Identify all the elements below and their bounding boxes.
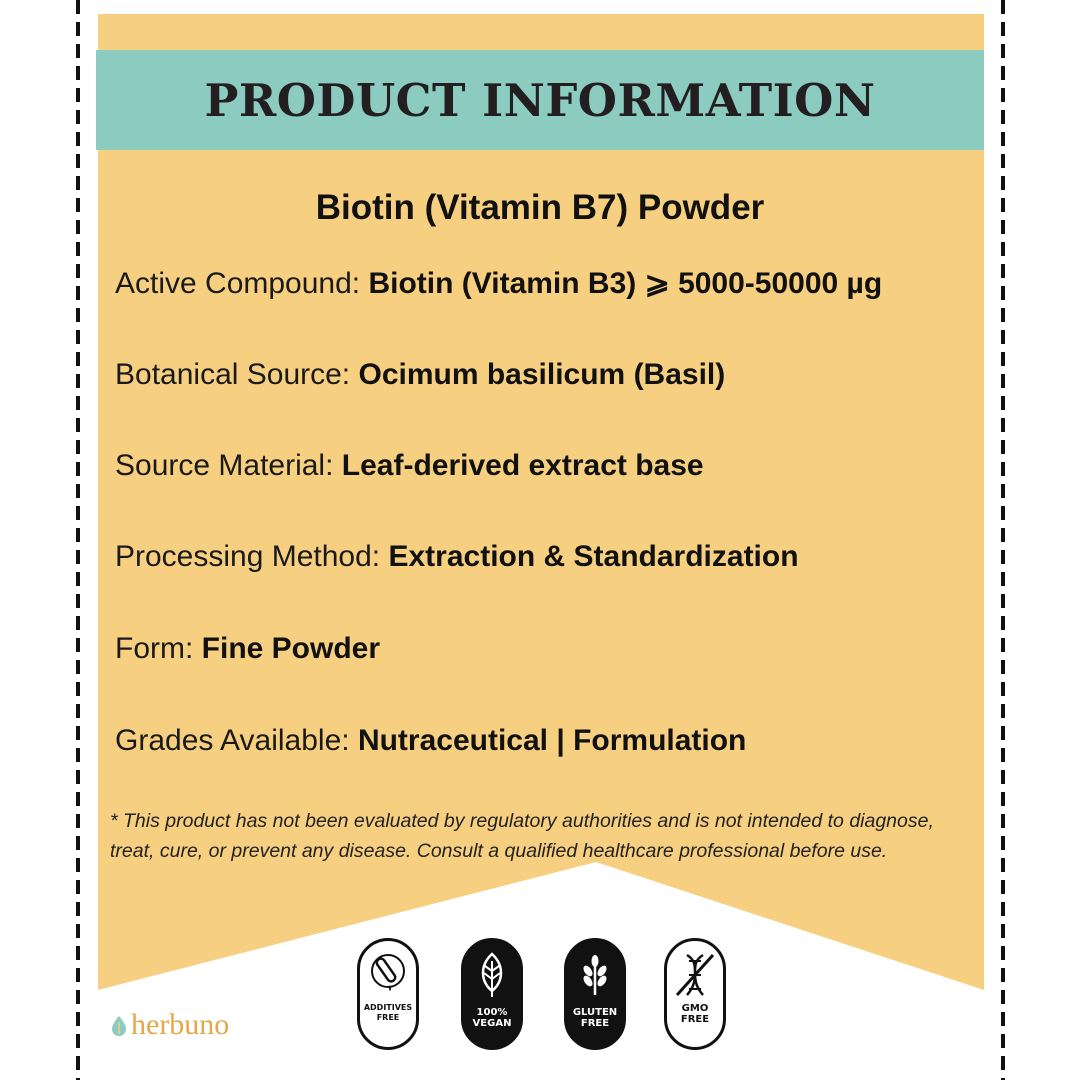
- brand-name: herbuno: [131, 1008, 230, 1041]
- spec-source-material: [115, 449, 704, 483]
- badge-additives-free: [357, 938, 419, 1050]
- spec-active-compound: [115, 266, 882, 301]
- badge-gluten-free: [564, 938, 626, 1050]
- spec-value: Nutraceutical | Formulation: [357, 724, 747, 757]
- dna-crossed-icon: [673, 951, 717, 999]
- spec-grades-available: [115, 724, 746, 758]
- spec-botanical-source: [115, 358, 725, 392]
- product-name: Biotin (Vitamin B7) Powder: [315, 188, 765, 227]
- spec-label: Active Compound:: [115, 267, 369, 300]
- spec-label: Source Material:: [115, 449, 342, 482]
- spec-label: Processing Method:: [115, 540, 389, 573]
- spec-value: Fine Powder: [201, 632, 381, 665]
- page-title: PRODUCT INFORMATION: [204, 73, 876, 127]
- badge-gmo-free: [664, 938, 726, 1050]
- leaf-icon: [472, 951, 512, 999]
- spec-label: Botanical Source:: [115, 358, 359, 391]
- spec-processing-method: [115, 540, 799, 574]
- badge-text: ADDITIVES FREE: [363, 1003, 413, 1022]
- right-dashed-border: [1001, 0, 1005, 1080]
- spec-value: Biotin (Vitamin B3) ⩾ 5000-50000 µg: [368, 267, 883, 300]
- spec-value: Leaf-derived extract base: [341, 449, 704, 482]
- left-dashed-border: [76, 0, 80, 1080]
- badge-vegan: [461, 938, 523, 1050]
- spec-label: Form:: [115, 632, 202, 665]
- spec-form: [115, 632, 380, 666]
- spec-label: Grades Available:: [115, 724, 358, 757]
- brand-logo: [110, 1008, 229, 1042]
- spec-value: Extraction & Standardization: [388, 540, 799, 573]
- spec-value: Ocimum basilicum (Basil): [358, 358, 726, 391]
- header-banner: [96, 50, 984, 150]
- drop-leaf-icon: [110, 1014, 128, 1036]
- test-tube-icon: [368, 951, 408, 995]
- badge-text: GLUTEN FREE: [572, 1007, 618, 1029]
- disclaimer: * This product has not been evaluated by regulatory authorities and is not intended to diagnose, treat, cure, or prevent any disease. Consult a qualified healthcare professional before use.: [110, 810, 934, 862]
- wheat-icon: [575, 951, 615, 999]
- badge-text: 100% VEGAN: [472, 1007, 512, 1029]
- badge-text: GMO FREE: [680, 1003, 710, 1025]
